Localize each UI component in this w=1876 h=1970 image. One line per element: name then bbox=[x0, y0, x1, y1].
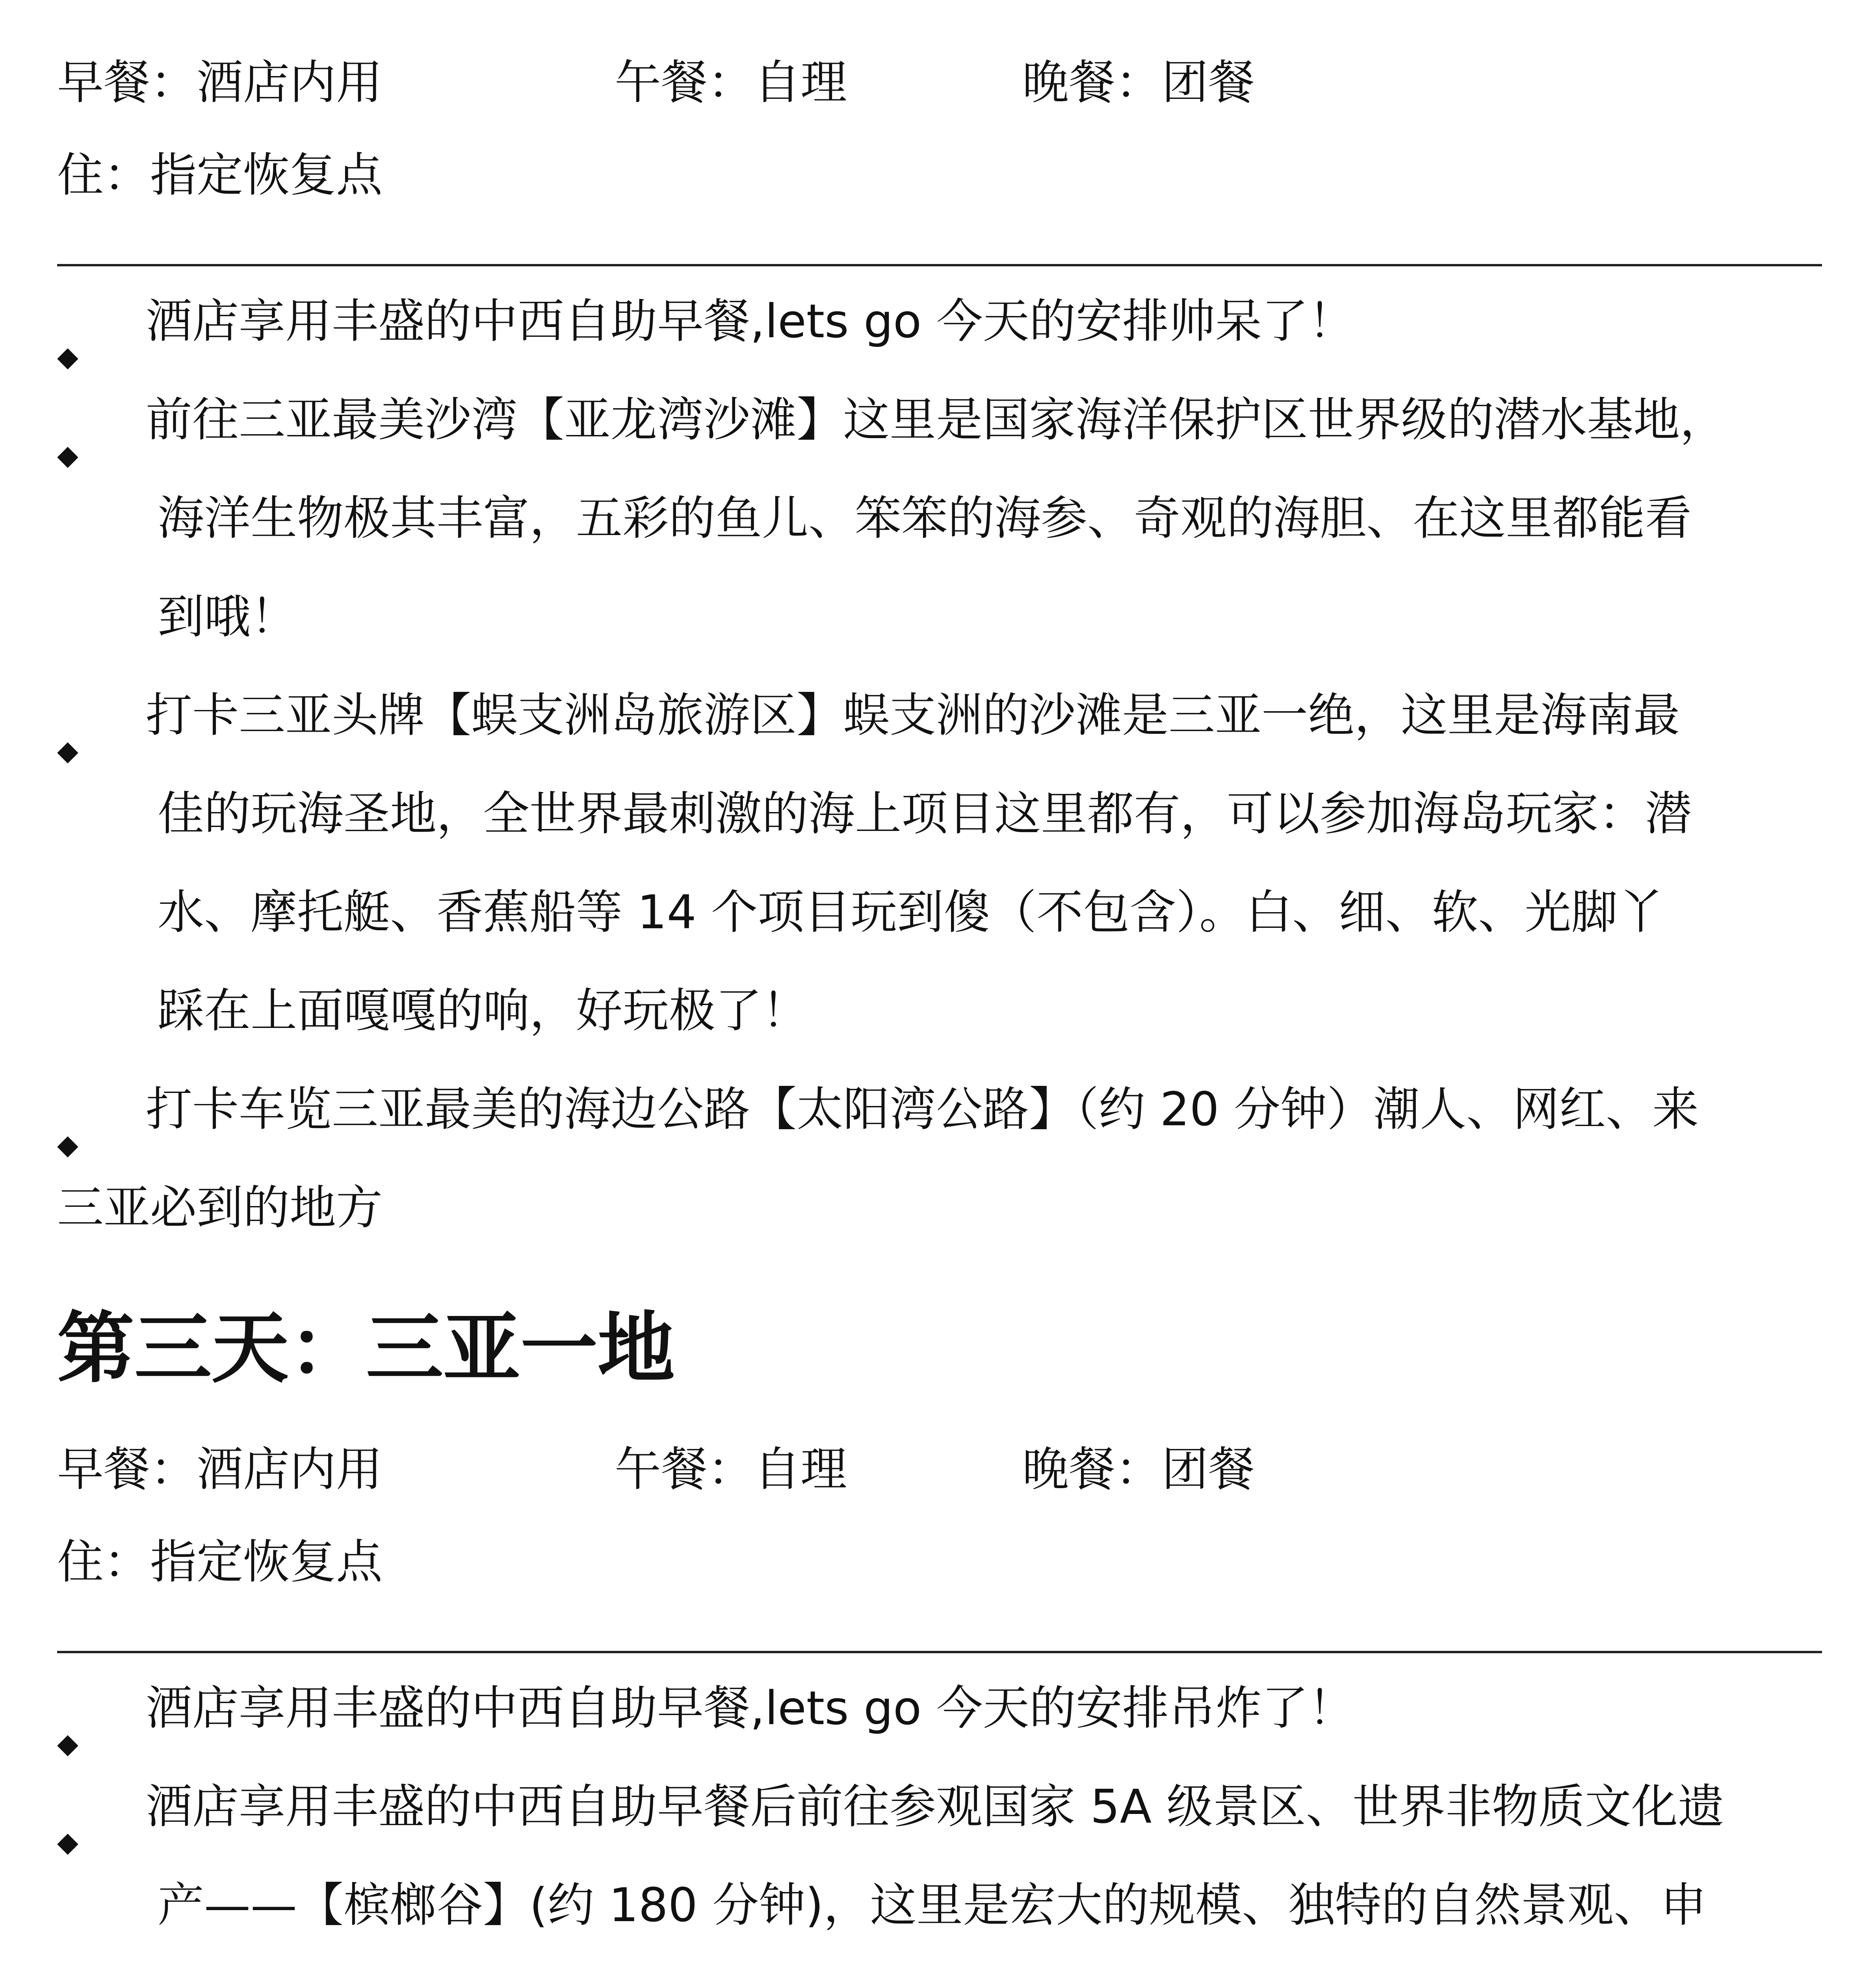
list-item bbox=[57, 1060, 1830, 1257]
item-line: 佳的玩海圣地，全世界最刺激的海上项目这里都有，可以参加海岛玩家：潜 bbox=[158, 786, 1692, 841]
bullet-icon: ◆ bbox=[57, 340, 78, 373]
item-line: 水、摩托艇、香蕉船等 14 个项目玩到傻（不包含）。白、细、软、光脚丫 bbox=[158, 885, 1664, 939]
bullet-icon: ◆ bbox=[57, 1727, 78, 1760]
dinner-text: 晚餐：团餐 bbox=[1022, 1442, 1255, 1496]
bullet-icon: ◆ bbox=[57, 1826, 78, 1858]
stay-text: 住：指定恢复点 bbox=[57, 148, 383, 202]
item-line: 打卡三亚头牌【蜈支洲岛旅游区】蜈支洲的沙滩是三亚一绝，这里是海南最 bbox=[146, 688, 1680, 742]
bullet-icon: ◆ bbox=[57, 439, 78, 471]
bullet-icon: ◆ bbox=[57, 1128, 78, 1161]
stay-text: 住：指定恢复点 bbox=[57, 1535, 383, 1589]
dinner-text: 晚餐：团餐 bbox=[1022, 55, 1255, 110]
item-line: 前往三亚最美沙湾【亚龙湾沙滩】这里是国家海洋保护区世界级的潜水基地， bbox=[146, 392, 1727, 447]
item-line: 酒店享用丰盛的中西自助早餐,lets go 今天的安排帅呆了！ bbox=[146, 294, 1355, 348]
item-line: 三亚必到的地方 bbox=[57, 1180, 383, 1235]
item-line: 打卡车览三亚最美的海边公路【太阳湾公路】（约 20 分钟）潮人、网红、来 bbox=[146, 1082, 1699, 1136]
lunch-text: 午餐：自理 bbox=[615, 55, 847, 110]
bullet-icon: ◆ bbox=[57, 734, 78, 767]
divider bbox=[57, 264, 1822, 266]
item-line bbox=[158, 1954, 1830, 1970]
list-item bbox=[57, 370, 1830, 666]
divider bbox=[57, 1651, 1822, 1653]
item-line: 产——【槟榔谷】(约 180 分钟)，这里是宏大的规模、独特的自然景观、申 bbox=[158, 1878, 1707, 1932]
item-line: 酒店享用丰盛的中西自助早餐,lets go 今天的安排吊炸了！ bbox=[146, 1681, 1355, 1735]
day-heading: 第三天：三亚一地 bbox=[57, 1304, 675, 1394]
list-item bbox=[57, 1659, 1830, 1760]
list-item bbox=[57, 1757, 1830, 1970]
list-item bbox=[57, 272, 1830, 373]
item-line: 海洋生物极其丰富，五彩的鱼儿、笨笨的海参、奇观的海胆、在这里都能看 bbox=[158, 491, 1692, 545]
lunch-text: 午餐：自理 bbox=[615, 1442, 847, 1496]
item-line: 酒店享用丰盛的中西自助早餐后前往参观国家 5A 级景区、世界非物质文化遗 bbox=[146, 1779, 1724, 1834]
breakfast-text: 早餐：酒店内用 bbox=[57, 1442, 383, 1496]
item-line: 到哦！ bbox=[158, 589, 297, 644]
breakfast-text: 早餐：酒店内用 bbox=[57, 55, 383, 110]
list-item bbox=[57, 666, 1830, 1060]
item-line: 踩在上面嘎嘎的响，好玩极了！ bbox=[158, 983, 809, 1038]
